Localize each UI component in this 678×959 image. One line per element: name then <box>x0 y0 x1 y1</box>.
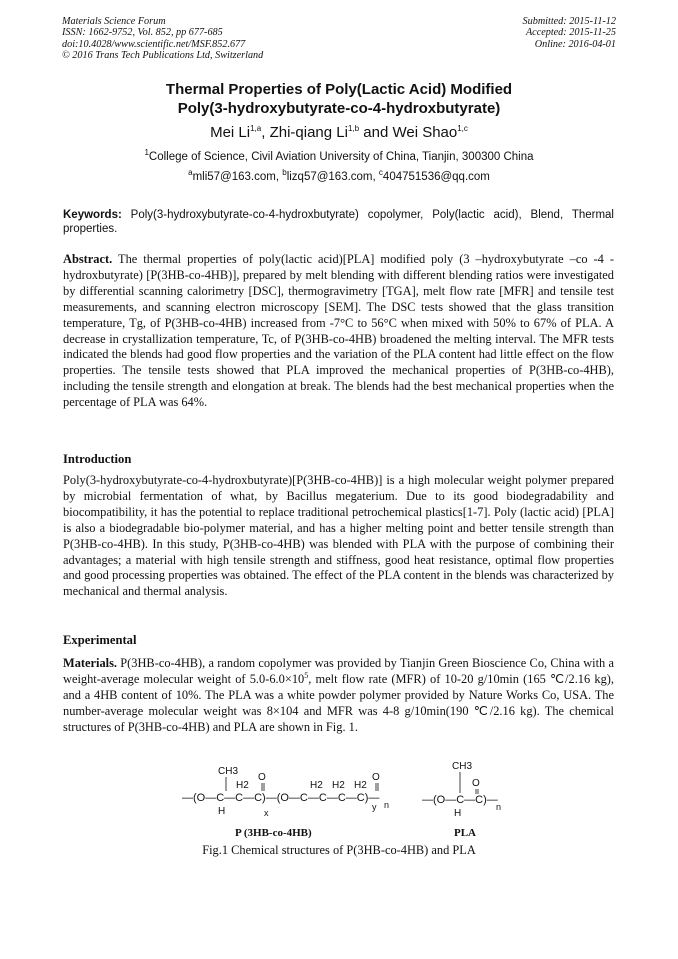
ch3-group: CH3 <box>218 766 239 777</box>
materials-text-a: P(3HB-co-4HB), a random copolymer was provided by Tianjin Green Bioscience Co, China with a weight-average molecular weight of 5.0-6.0×10 <box>63 656 614 686</box>
email-mark: a <box>188 168 193 178</box>
email-link[interactable]: lizq57@163.com, <box>286 171 379 183</box>
materials-paragraph <box>63 656 614 736</box>
pla-chain: —(O—C—C)— <box>422 794 498 806</box>
subscript-x: x <box>264 808 269 818</box>
author-name: Wei Shao <box>392 124 458 141</box>
affiliation-mark: 1 <box>144 148 149 158</box>
online-date: Online: 2016-04-01 <box>534 38 616 50</box>
introduction-heading: Introduction <box>63 452 132 466</box>
keywords <box>63 208 614 236</box>
materials-label: Materials. <box>63 656 118 670</box>
affiliation <box>0 150 678 164</box>
author-affil-mark: 1,c <box>457 124 468 133</box>
ch3-group: CH3 <box>452 761 473 772</box>
carbonyl-oxygen: O <box>472 778 480 789</box>
paper-title <box>0 80 678 118</box>
pla-label: PLA <box>454 827 476 839</box>
abstract-label: Abstract. <box>63 252 113 266</box>
title-line-1: Thermal Properties of Poly(Lactic Acid) Modified <box>165 81 513 98</box>
abstract <box>63 252 614 411</box>
issn-line: ISSN: 1662-9752, Vol. 852, pp 677-685 <box>62 27 223 39</box>
copyright-line: © 2016 Trans Tech Publications Ltd, Switzerland <box>62 49 264 61</box>
author-emails <box>0 170 678 184</box>
h2-group: H2 <box>332 780 345 791</box>
journal-info <box>62 16 263 61</box>
author-separator: and <box>359 124 393 141</box>
author-separator: , <box>261 124 270 141</box>
keywords-label: Keywords: <box>63 209 122 221</box>
journal-name: Materials Science Forum <box>62 16 166 27</box>
author-name: Zhi-qiang Li <box>269 124 348 141</box>
subscript-n: n <box>496 802 502 812</box>
hydrogen-atom: H <box>454 808 462 819</box>
author-name: Mei Li <box>210 124 251 141</box>
carbonyl-oxygen: O <box>258 772 266 783</box>
introduction-text: Poly(3-hydroxybutyrate-co-4-hydroxbutyrate)[P(3HB-co-4HB)] is a high molecular weight polymer prepared by microbial fermentation of what, by Bacillus megaterium. Due to its good biodegradability and biocompatibility, it has the potential to replace traditional petrochemical plastics[1-7]. Poly (lactic acid) [PLA] is also a biodegradable bio-polymer material, and has a higher melting point and better tensile strength than P(3HB-co-4HB). In this study, P(3HB-co-4HB) was blended with PLA with the purpose of combining their advantages; a material with high tensile strength and stiffness, good heat resistance, optimal flow properties and good processing properties was obtained. The effect of the PLA content in the blends was characterized by mechanical and thermal analysis. <box>63 473 614 599</box>
email-mark: b <box>282 168 287 178</box>
author-affil-mark: 1,a <box>250 124 262 133</box>
affiliation-text: College of Science, Civil Aviation University of China, Tianjin, 300300 China <box>148 151 534 163</box>
email-link[interactable]: mli57@163.com, <box>192 171 283 183</box>
title-line-2: Poly(3-hydroxybutyrate-co-4-hydroxbutyrate) <box>177 100 501 117</box>
h2-group: H2 <box>236 780 249 791</box>
experimental-heading: Experimental <box>63 633 137 647</box>
email-mark: c <box>378 168 383 178</box>
exponent: 5 <box>304 670 309 680</box>
figure-caption: Fig.1 Chemical structures of P(3HB-co-4HB) and PLA <box>202 843 476 857</box>
date-info <box>523 16 616 50</box>
hydrogen-atom: H <box>218 806 226 817</box>
doi-line: doi:10.4028/www.scientific.net/MSF.852.677 <box>62 38 246 50</box>
copolymer-chain: —(O—C—C—C)—(O—C—C—C—C)— <box>182 792 380 804</box>
keywords-text: Poly(3-hydroxybutyrate-co-4-hydroxbutyrate) copolymer, Poly(lactic acid), Blend, Thermal properties. <box>63 209 614 235</box>
copolymer-label: P (3HB-co-4HB) <box>235 827 312 839</box>
materials-text-b: , melt flow rate (MFR) of 10-20 g/10min (165 ℃/2.16 kg), and a 4HB content of 10%. The PLA was a white powder polymer provided by Nature Works Co, USA. The number-average molecular weight was 8×104 and MFR was 4-8 g/10min(190 ℃/2.16 kg). The chemical structures of P(3HB-co-4HB) and PLA are shown in Fig. 1. <box>63 671 614 734</box>
abstract-text: The thermal properties of poly(lactic acid)[PLA] modified poly (3 –hydroxybutyrate –co -4 -hydroxbutyrate) [P(3HB-co-4HB)], prepared by melt blending with different blending ratios were investigated by differential scanning calorimetry [DSC], thermogravimetry [TGA], melt flow rate [MFR] and tensile test measurements, and scanning electron microscopy [SEM]. The DSC tests showed that the glass transition temperature, Tg, of P(3HB-co-4HB) increased from -7°C to 56°C when mixed with 50% to 67% of PLA. A decrease in crystallization temperature, Tc, of P(3HB-co-4HB) broadened the melting interval. The MFR tests indicated the blends had good flow properties and the variation of the PLA content had little effect on the flow properties. The tensile tests showed that PLA improved the mechanical properties of P(3HB-co-4HB), including the tensile strength and elongation at break. The blends had the best mechanical properties when the percentage of PLA was 64%. <box>63 252 614 410</box>
accepted-date: Accepted: 2015-11-25 <box>525 27 616 39</box>
subscript-y: y <box>372 802 377 812</box>
email-link[interactable]: 404751536@qq.com <box>382 171 490 183</box>
subscript-n: n <box>384 800 390 810</box>
author-list <box>0 124 678 142</box>
chemical-structures-figure <box>180 760 510 845</box>
author-affil-mark: 1,b <box>347 124 360 133</box>
h2-group: H2 <box>354 780 367 791</box>
h2-group: H2 <box>310 780 323 791</box>
carbonyl-oxygen: O <box>372 772 380 783</box>
submitted-date: Submitted: 2015-11-12 <box>522 16 616 27</box>
